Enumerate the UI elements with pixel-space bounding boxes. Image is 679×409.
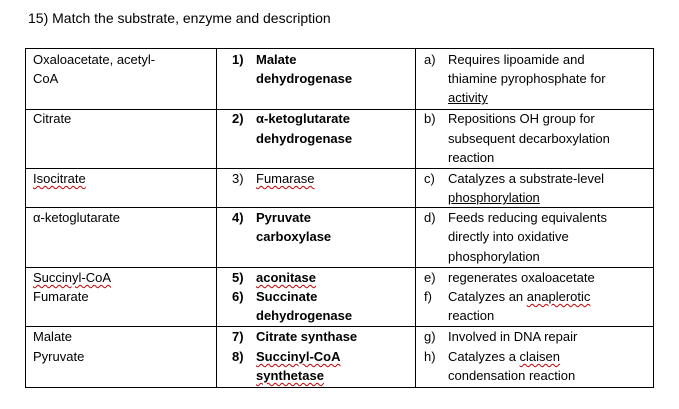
description-item: phosphorylation (448, 190, 540, 205)
description-item: subsequent decarboxylation (448, 131, 610, 146)
description-item: activity (448, 90, 488, 105)
description-item: phosphorylation (448, 249, 540, 264)
table-border-right (653, 48, 654, 388)
substrate-cell: Pyruvate (33, 349, 85, 364)
enzyme-item: 1) Malate (232, 52, 297, 67)
description-item: condensation reaction (448, 368, 576, 383)
description-item: h) Catalyzes a claisen (424, 349, 561, 364)
description-item: directly into oxidative (448, 229, 569, 244)
description-item: a) Requires lipoamide and (424, 52, 585, 67)
question-title: 15) Match the substrate, enzyme and description (28, 10, 331, 26)
enzyme-item: 3) Fumarase (232, 171, 315, 186)
enzyme-item: carboxylase (256, 229, 332, 244)
description-item: c) Catalyzes a substrate-level (424, 171, 605, 186)
description-item: e) regenerates oxaloacetate (424, 270, 595, 285)
enzyme-item: 4) Pyruvate (232, 210, 311, 225)
row-divider (25, 207, 654, 208)
description-item: d) Feeds reducing equivalents (424, 210, 607, 225)
enzyme-item: synthetase (256, 368, 324, 383)
description-item: thiamine pyrophosphate for (448, 71, 606, 86)
substrate-cell: Isocitrate (33, 171, 86, 186)
substrate-cell: Oxaloacetate, acetyl- (33, 52, 156, 67)
table-border-bottom (25, 387, 654, 388)
enzyme-item: dehydrogenase (256, 308, 353, 323)
description-item: b) Repositions OH group for (424, 111, 595, 126)
enzyme-item: 2) α-ketoglutarate (232, 111, 350, 126)
table-border-top (25, 48, 654, 49)
row-divider (25, 326, 654, 327)
description-item: f) Catalyzes an anaplerotic (424, 289, 591, 304)
enzyme-item: 8) Succinyl-CoA (232, 349, 341, 364)
substrate-cell: Malate (33, 329, 73, 344)
column-divider (415, 48, 416, 388)
substrate-cell: Fumarate (33, 289, 89, 304)
description-item: reaction (448, 308, 495, 323)
substrate-cell: α-ketoglutarate (33, 210, 121, 225)
row-divider (25, 168, 654, 169)
substrate-cell: Citrate (33, 111, 72, 126)
description-item: reaction (448, 150, 495, 165)
row-divider (25, 267, 654, 268)
substrate-cell: CoA (33, 71, 59, 86)
description-item: g) Involved in DNA repair (424, 329, 578, 344)
enzyme-item: dehydrogenase (256, 131, 353, 146)
table-border-left (25, 48, 26, 388)
enzyme-item: dehydrogenase (256, 71, 353, 86)
substrate-cell: Succinyl-CoA (33, 270, 112, 285)
column-divider (216, 48, 217, 388)
enzyme-item: 7) Citrate synthase (232, 329, 358, 344)
enzyme-item: 5) aconitase (232, 270, 316, 285)
enzyme-item: 6) Succinate (232, 289, 318, 304)
